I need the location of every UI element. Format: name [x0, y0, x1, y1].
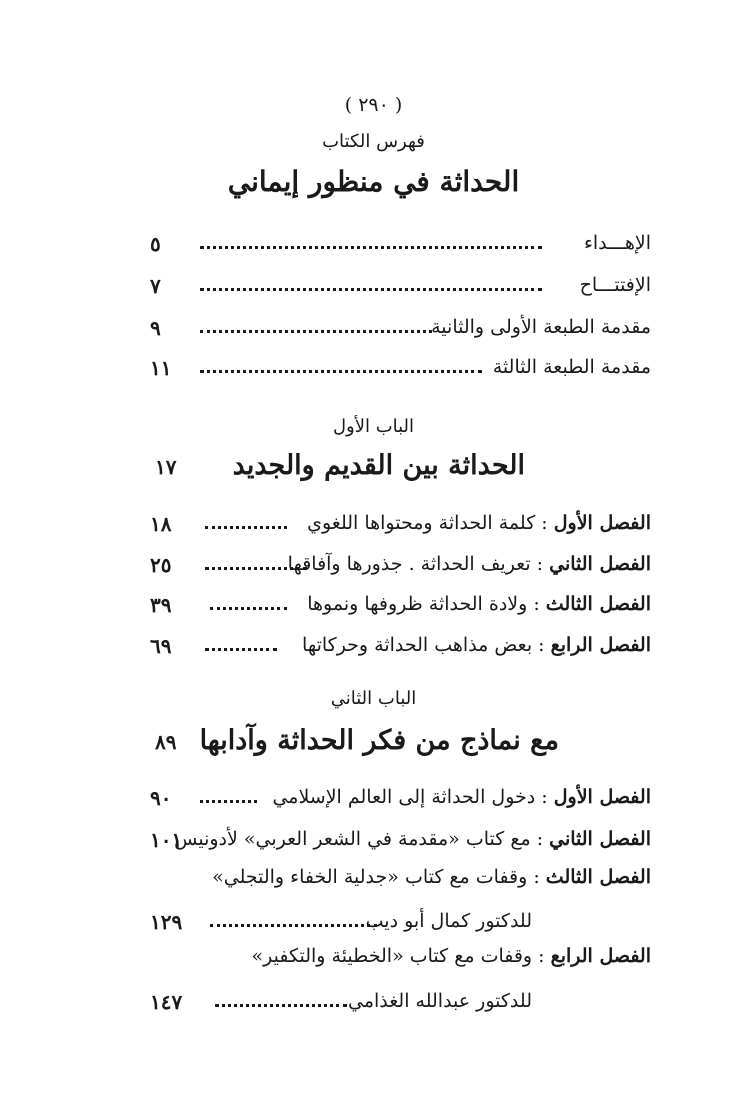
- toc-chapter: ٩٠ الفصل الأول : دخول الحداثة إلى العالم الإسلامي: [150, 786, 651, 810]
- chapter-title: وقفات مع كتاب «الخطيئة والتكفير»: [251, 945, 533, 967]
- part2-title: مع نماذج من فكر الحداثة وآدابها: [199, 725, 559, 756]
- toc-page-number: ٧: [150, 274, 161, 298]
- chapter-title: وقفات مع كتاب «جدلية الخفاء والتجلي»: [212, 866, 528, 888]
- chapter-label: الفصل الثاني: [549, 553, 651, 575]
- toc-entry-intro-first-second: [0, 316, 747, 356]
- part2-page-number: ٨٩: [155, 730, 177, 754]
- chapter-label: الفصل الثاني: [549, 828, 651, 850]
- chapter-title: تعريف الحداثة . جذورها وآفاقها: [287, 553, 531, 575]
- toc-entry-dedication: [0, 232, 747, 272]
- toc-page-number: ٥: [150, 232, 161, 256]
- toc-page-number: ٢٥: [150, 553, 172, 577]
- part1-page-number: ١٧: [155, 455, 177, 479]
- toc-chapter: ٢٥ الفصل الثاني : تعريف الحداثة . جذورها وآفاقها: [150, 553, 651, 577]
- book-title: الحداثة في منظور إيماني: [227, 165, 520, 198]
- chapter-author: للدكتور كمال أبو ديب: [365, 910, 532, 932]
- leader-dots: [200, 368, 482, 373]
- chapter-title: مع كتاب «مقدمة في الشعر العربي» لأدونيس: [174, 828, 531, 850]
- toc-chapter-subline: [0, 910, 747, 950]
- leader-dots: [205, 646, 277, 651]
- index-label: فهرس الكتاب: [322, 131, 425, 152]
- chapter-label: الفصل الرابع: [550, 634, 651, 656]
- leader-dots: [200, 244, 542, 249]
- toc-entry-title: الإهـــداء: [583, 232, 651, 254]
- part1-label: الباب الأول: [332, 416, 415, 437]
- toc-page-number: ١٢٩: [150, 910, 183, 934]
- toc-page-number: ١٤٧: [150, 990, 183, 1014]
- toc-page-number: ٦٩: [150, 634, 172, 658]
- toc-chapter: ١٨ الفصل الأول : كلمة الحداثة ومحتواها اللغوي: [150, 512, 651, 536]
- toc-entry-title: مقدمة الطبعة الأولى والثانية: [431, 316, 651, 338]
- leader-dots: [215, 1002, 347, 1007]
- toc-entry-title: مقدمة الطبعة الثالثة: [492, 356, 651, 378]
- chapter-label: الفصل الأول: [553, 786, 651, 808]
- page-number: ( ٢٩٠ ): [344, 94, 403, 116]
- toc-page-number: ٩٠: [150, 786, 172, 810]
- toc-page-number: ٩: [150, 316, 161, 340]
- toc-entry-intro-third: [0, 356, 747, 396]
- toc-page-number: ١١: [150, 356, 172, 380]
- toc-chapter: ٦٩ الفصل الرابع : بعض مذاهب الحداثة وحركاتها: [150, 634, 651, 658]
- toc-page-number: ١٨: [150, 512, 172, 536]
- chapter-author: للدكتور عبدالله الغذامي: [348, 990, 532, 1012]
- toc-chapter: ٣٩ الفصل الثالث : ولادة الحداثة ظروفها ونموها: [150, 593, 651, 617]
- toc-entry-opening: [0, 274, 747, 314]
- toc-chapter-heading: الفصل الثالث : وقفات مع كتاب «جدلية الخفاء والتجلي»: [212, 866, 651, 888]
- leader-dots: [210, 922, 377, 927]
- toc-chapter: ١٠١ الفصل الثاني : مع كتاب «مقدمة في الشعر العربي» لأدونيس: [150, 828, 651, 852]
- toc-chapter-heading: الفصل الرابع : وقفات مع كتاب «الخطيئة والتكفير»: [251, 945, 651, 967]
- leader-dots: [200, 798, 257, 803]
- leader-dots: [205, 524, 287, 529]
- chapter-label: الفصل الثالث: [545, 866, 651, 888]
- leader-dots: [210, 605, 287, 610]
- chapter-label: الفصل الرابع: [550, 945, 651, 967]
- chapter-title: دخول الحداثة إلى العالم الإسلامي: [272, 786, 536, 808]
- chapter-label: الفصل الثالث: [545, 593, 651, 615]
- part1-title: الحداثة بين القديم والجديد: [232, 450, 525, 481]
- toc-chapter-subline: [0, 990, 747, 1030]
- part2-label: الباب الثاني: [330, 688, 417, 709]
- chapter-title: كلمة الحداثة ومحتواها اللغوي: [307, 512, 536, 534]
- chapter-title: بعض مذاهب الحداثة وحركاتها: [302, 634, 533, 656]
- leader-dots: [200, 286, 542, 291]
- chapter-title: ولادة الحداثة ظروفها ونموها: [307, 593, 528, 615]
- toc-page-number: ٣٩: [150, 593, 172, 617]
- chapter-label: الفصل الأول: [553, 512, 651, 534]
- leader-dots: [200, 328, 432, 333]
- toc-page-number: ١٠١: [150, 828, 183, 852]
- toc-entry-title: الإفتتـــاح: [579, 274, 651, 296]
